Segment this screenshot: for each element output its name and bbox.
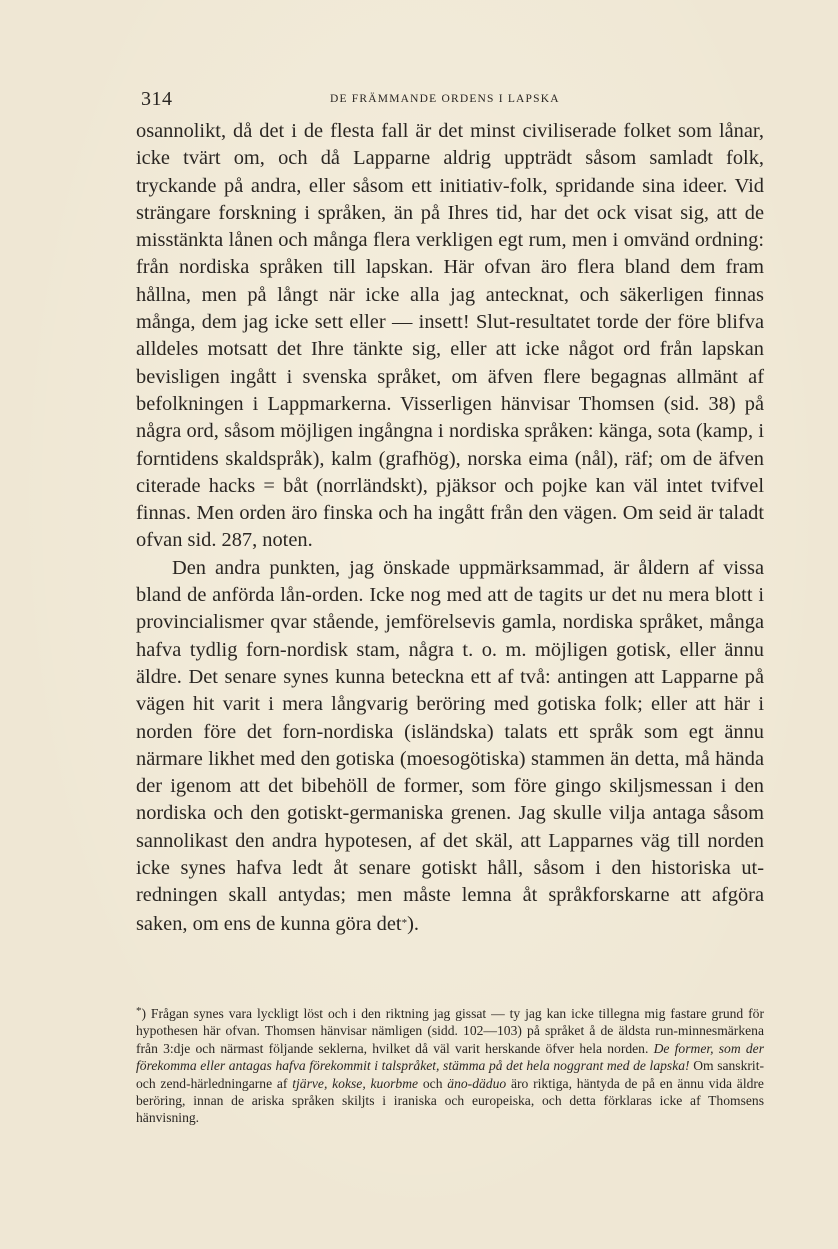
paragraph-1: osannolikt, då det i de flesta fall är det minst civiliserade folket som lånar, icke tvärt om, och då Lapparne aldrig uppträdt såsom samladt folk, tryckande på andra, eller såsom ett initiativ-folk, spridande sina ideer. Vid strängare forskning i språken, än på Ihres tid, har det ock visat sig, att de misstänkta lånen och många flera verkligen egt rum, men i omvänd ordning: från nordiska språken till lapskan. Här ofvan äro flera bland dem fram hållna, men på långt när icke alla jag antecknat, och säkerligen finnas många, dem jag icke sett eller — insett! Slut-resultatet torde der före blifva alldeles motsatt det Ihre tänkte sig, eller att icke något ord från lapskan bevisligen ingått i svenska språket, om äfven flere begagnas allmänt af befolkningen i Lappmarkerna. Visserligen hänvisar Thomsen (sid. 38) på några ord, såsom möjligen ingångna i nordiska språken: känga, sota (kamp, i forntidens skaldspråk), kalm (grafhög), norska eima (nål), räf; om de äfven citerade hacks = båt (norrländskt), pjäksor och pojke kan väl intet tvifvel finnas. Men orden äro finska och ha ingått från den vägen. Om seid är taladt ofvan sid. 287, noten. [136,120,764,552]
footnote-text-3: och [422,1075,443,1091]
page-number: 314 [141,88,173,110]
paragraph-2-text: Den andra punkten, jag önskade uppmärksammad, är åldern af vissa bland de anförda lån-orden. Icke nog med att de tagits ur det nu mera blott i provincialismer qvar stående, jemförelsevis gamla, nordiska språket, många hafva tydlig forn-nordisk stam, några t. o. m. möjligen gotisk, eller ännu äldre. Det senare synes kunna beteckna ett af två: antingen att Lapparne på vägen hit varit i mera långvarig beröring med gotiska folk; eller att här i norden före det forn-nordiska (isländska) talats ett språk som egt ännu närmare likhet med den gotiska (moesogötiska) stammen än detta, må hända der igenom att det bibehöll de former, som före gingo skiljsmessan i den nordiska och den gotiskt-germaniska grenen. Jag skulle vilja antaga såsom sannolikast den andra hypotesen, af det skäl, att Lapparnes väg till norden icke synes hafva ledt åt senare gotiskt håll, såsom i den historiska utredningen skall antydas; men måste lemna åt språkforskarne att afgöra saken, om ens de kunna göra det [136,556,764,935]
footnote-italic-1: De former, som der förekomma eller antagas hafva förekommit i talspråket, stämma på det hela noggrant med de lapska! [136,1040,764,1074]
footnote-italic-3: äno-däduo [447,1075,507,1091]
paragraph-2-end: ). [407,912,419,935]
footnote-text-2: Om sanskrit- och zend-härledningarne af [136,1058,765,1091]
paragraph-2 [136,555,764,938]
footnote-paragraph [136,1003,764,1127]
footnote-italic-2: tjärve, kokse, kuorbme [292,1075,419,1091]
footnote [136,1003,764,1127]
footnote-text-4: äro riktiga, häntyda de på en ännu vida äldre beröring, innan de ariska språken skiljts i iraniska och europeiska, och detta förklaras icke af Thomsens hänvisning. [136,1075,764,1126]
footnote-marker: * [136,1005,142,1017]
running-head: DE FRÄMMANDE ORDENS I LAPSKA [330,93,560,105]
main-text [136,118,764,938]
footnote-reference: * [401,916,408,929]
footnote-text-1: ) Frågan synes vara lyckligt löst och i den riktning jag gissat — ty jag kan icke tillegna mig fastare grund för hypothesen här ofvan. Thomsen hänvisar nämligen (sidd. 102—103) på språket å de äldsta run-minnesmärkena från 3:dje och närmast följande seklerna, hvilket då väl varit herskande öfver hela norden. [136,1006,764,1056]
